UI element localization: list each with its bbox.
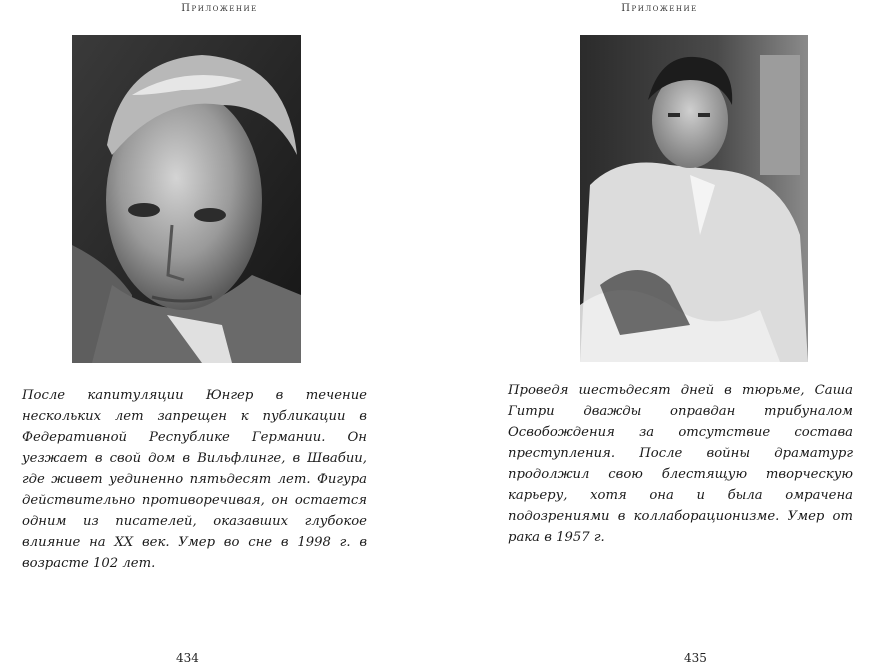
running-head: Приложение — [621, 3, 698, 14]
left-page — [0, 0, 439, 672]
portrait-photo-icon — [580, 35, 808, 362]
page-number: 434 — [176, 651, 199, 665]
photo-caption: Проведя шестьдесят дней в тюрьме, Саша Гитри дважды оправдан трибуналом Освобождения за отсутствие состава преступления. После войны драматург продолжил свою блестящую творческую карьеру, хотя она и была омрачена подозрениями в коллаборационизме. Умер от рака в 1957 г. — [508, 383, 853, 545]
page-number: 435 — [684, 651, 707, 665]
running-head: Приложение — [181, 3, 258, 14]
portrait-photo-junger — [72, 35, 301, 363]
portrait-photo-icon — [72, 35, 301, 363]
portrait-photo-guitry — [580, 35, 808, 362]
right-page — [440, 0, 879, 672]
photo-caption: После капитуляции Юнгер в течение нескольких лет запрещен к публикации в Федеративной Республике Германии. Он уезжает в свой дом в Вильфлинге, в Швабии, где живет уединенно пятьдесят лет. Фигура действительно противоречивая, он остается одним из писателей, оказавших глубокое влияние на XX век. Умер во сне в 1998 г. в возрасте 102 лет. — [22, 388, 367, 571]
